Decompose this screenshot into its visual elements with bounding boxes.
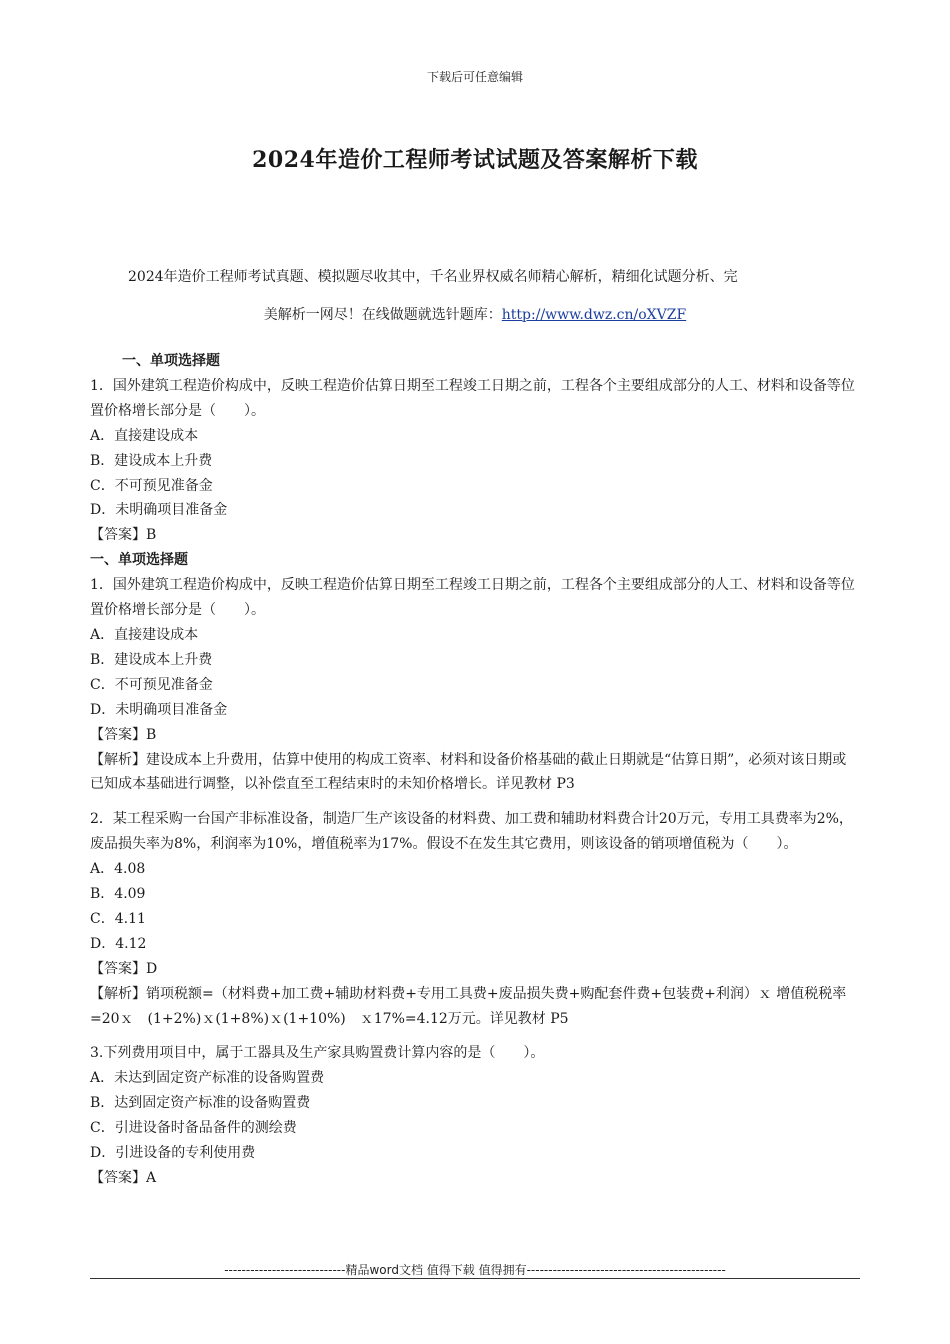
option-a: A．直接建设成本 [90,427,199,444]
question-stem: 3.下列费用项目中，属于工器具及生产家具购置费计算内容的是（ ）。 [90,1045,545,1062]
analysis: 【解析】销项税额=（材料费+加工费+辅助材料费+专用工具费+废品损失费+购配套件费+包装费+利润）ｘ 增值税税率=20ｘ (1+2%)ｘ(1+8%)ｘ(1+10%) ｘ17%=4.12万元。详见教材 P5 [90,985,847,1027]
option-a: A．未达到固定资产标准的设备购置费 [90,1070,325,1087]
option-d: D．未明确项目准备金 [90,701,228,718]
option-b: B．建设成本上升费 [90,452,213,469]
question-stem: 2．某工程采购一台国产非标准设备，制造厂生产该设备的材料费、加工费和辅助材料费合计20万元，专用工具费率为2%，废品损失率为8%，利润率为10%，增值税率为17%。假设不在发生其它费用，则该设备的销项增值税为（ ）。 [90,811,853,853]
answer: 【答案】D [90,960,158,977]
section-heading: 一、单项选择题 [122,353,220,369]
section-heading: 一、单项选择题 [90,552,188,569]
analysis: 【解析】建设成本上升费用，估算中使用的构成工资率、材料和设备价格基础的截止日期就是“估算日期”，必须对该日期或已知成本基础进行调整，以补偿直至工程结束时的未知价格增长。详见教材 P3 [90,751,847,793]
question-stem: 1．国外建筑工程造价构成中，反映工程造价估算日期至工程竣工日期之前，工程各个主要组成部分的人工、材料和设备等位置价格增长部分是（ ）。 [90,577,855,619]
answer: 【答案】A [90,1170,157,1186]
option-c: C．引进设备时备品备件的测绘费 [90,1120,297,1137]
footer-note: ----------------------------精品word文档 值得下载 值得拥有---------------------------------------------- [224,1263,726,1277]
intro-line-2-text: 美解析一网尽！在线做题就选针题库： [263,307,502,323]
option-b: B．建设成本上升费 [90,651,213,668]
option-a: A．4.08 [90,861,146,878]
option-c: C．不可预见准备金 [90,477,213,494]
intro-line-2 [90,296,860,334]
intro-paragraph [90,258,860,334]
intro-line-1: 2024年造价工程师考试真题、模拟题尽收其中，千名业界权威名师精心解析，精细化试题分析、完 [128,269,738,285]
option-d: D．4.12 [90,935,147,952]
option-b: B．达到固定资产标准的设备购置费 [90,1095,311,1112]
answer: 【答案】B [90,527,157,544]
question-stem: 1．国外建筑工程造价构成中，反映工程造价估算日期至工程竣工日期之前，工程各个主要组成部分的人工、材料和设备等位置价格增长部分是（ ）。 [90,377,855,419]
option-a: A．直接建设成本 [90,626,199,643]
question-content [90,349,860,1191]
option-c: C．4.11 [90,910,146,927]
question-bank-link[interactable]: http://www.dwz.cn/oXVZF [501,307,687,323]
footer-divider [90,1278,860,1279]
option-d: D．引进设备的专利使用费 [90,1145,256,1162]
option-d: D．未明确项目准备金 [90,502,228,519]
document-title: 2024年造价工程师考试试题及答案解析下载 [252,147,698,173]
option-c: C．不可预见准备金 [90,676,213,693]
header-note: 下载后可任意编辑 [426,70,523,84]
option-b: B．4.09 [90,886,146,903]
answer: 【答案】B [90,726,157,743]
